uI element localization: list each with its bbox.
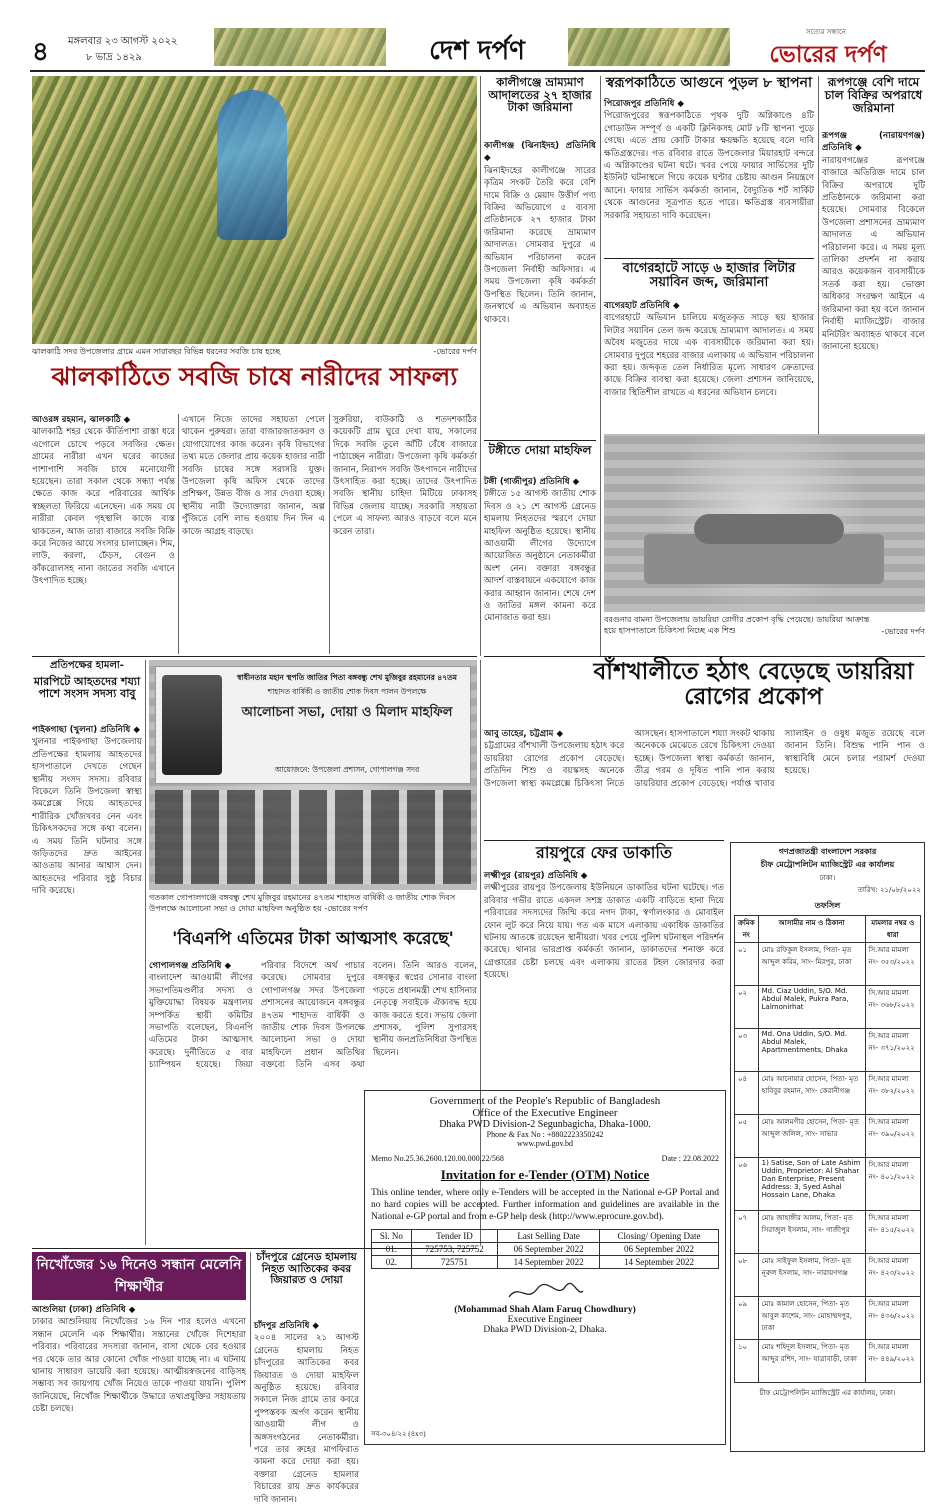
- tender-body: This online tender, where only e-Tenders will be accepted in the National e-GP Portal and no hard copies will be accepted. Further information and guidelines are available in the National e-GP portal and from e-GP help desk (http://www.eprocure.gov.bd).: [371, 1188, 719, 1222]
- lead-photo-credit: -ভোরের দর্পণ: [433, 347, 477, 356]
- tender-ref: সব-৩০৪/২২ (৪x৩): [371, 1430, 426, 1438]
- table-cell: ০১: [735, 943, 759, 986]
- tender-division-line: Dhaka PWD Division-2 Segunbagicha, Dhaka-1000.: [439, 1119, 651, 1130]
- table-cell: সি.আর মামলা নং- ৩৯০/২০২২: [865, 1115, 920, 1158]
- table-row: [735, 1115, 921, 1158]
- banner-mid-line: শাহাদত বার্ষিকী ও জাতীয় শোক দিবস পালন উপলক্ষে: [267, 687, 427, 696]
- paikgachha-headline: মারপিটে আহতদের শয্যা পাশে সংসদ সদস্য বাবু: [33, 675, 141, 701]
- raipur-story: [484, 870, 724, 1085]
- header-strip-right: [568, 28, 730, 66]
- swarupkathi-headline: স্বরূপকাঠিতে আগুনে পুড়ল ৮ স্থাপনা: [605, 75, 813, 91]
- chandpur-headline: চাঁদপুরে গ্রেনেড হামলায় নিহত আতিকের কবর জিয়ারত ও দোয়া: [256, 1251, 357, 1287]
- bagerhat-text: বাগেরহাটে অভিযান চালিয়ে মজুতকৃত সাড়ে ছয় হাজার লিটার সয়াবিন তেল জব্দ করেছে ভ্রাম্যমাণ আদালত। এ সময় অবৈধ মজুতের দায়ে এক ব্যবসায়ীকে জরিমানা করা হয়। সোমবার দুপুরে শহরের বাজার এলাকায় এ অভিযান পরিচালনা করা হয়। জব্দকৃত তেল নির্ধারিত মূল্যে সাধারণ ক্রেতাদের কাছে বিক্রির ব্যবস্থা করা হয়েছে। জেলা প্রশাসন জানিয়েছে, বাজার স্থিতিশীল রাখতে এ ধরনের অভিযান চলবে।: [604, 313, 814, 398]
- table-cell: মোঃ রফিকুল ইসলাম, পিতা- মৃত আব্দুল করিম, সাং- মিরপুর, ঢাকা: [758, 943, 865, 986]
- bagerhat-headline: বাগেরহাটে সাড়ে ৬ হাজার লিটার সয়াবিন জব্দ, জরিমানা: [622, 261, 796, 291]
- table-header: Sl. No: [372, 1230, 412, 1243]
- tender-web-line: www.pwd.gov.bd: [516, 1139, 574, 1148]
- table-cell: 01.: [372, 1243, 412, 1256]
- table-row: [735, 943, 921, 986]
- tender-table: [371, 1229, 719, 1269]
- table-row: [735, 1297, 921, 1340]
- divider: [178, 414, 179, 654]
- tongi-story: [484, 476, 596, 656]
- missing-headline-box: [32, 1252, 246, 1300]
- banshkhali-text: চট্টগ্রামের বাঁশখালী উপজেলায় হঠাৎ করে ডায়রিয়া রোগের প্রকোপ বেড়েছে। প্রতিদিন শিশু ও বয়স্কসহ অনেকে উপজেলা স্বাস্থ্য কমপ্লেক্সে চিকিৎসা নিতে আসছেন। হাসপাতালে শয্যা সংকট থাকায় অনেককে মেঝেতে রেখে চিকিৎসা দেওয়া হচ্ছে। উপজেলা স্বাস্থ্য কর্মকর্তা জানান, তীব্র গরম ও দূষিত পানি পান করায় ডায়রিয়ার প্রকোপ বেড়েছে। পর্যাপ্ত খাবার স্যালাইন ও ওষুধ মজুত রয়েছে বলে জানান তিনি। বিশুদ্ধ পানি পান ও স্বাস্থ্যবিধি মেনে চলার পরামর্শ দেওয়া হয়েছে।: [484, 729, 925, 789]
- date-line-2: ৮ ভাদ্র ১৪২৯: [86, 52, 142, 63]
- hospital-photo: [604, 434, 925, 612]
- missing-byline: আশুলিয়া (ঢাকা) প্রতিনিধি ◆: [32, 1305, 136, 1315]
- signature-mark: [505, 1279, 585, 1305]
- kaliganj-byline: কালীগঞ্জ (ঝিনাইদহ) প্রতিনিধি ◆: [484, 141, 596, 164]
- tender-phone-line: Phone & Fax No : +8802223350242: [486, 1130, 604, 1139]
- rule: [604, 258, 814, 259]
- divider: [250, 1252, 251, 1447]
- table-header: ক্রমিক নং: [735, 916, 759, 943]
- paikgachha-byline: পাইকগাছা (খুলনা) প্রতিনিধি ◆: [32, 725, 140, 735]
- bnp-headline: 'বিএনপি এতিমের টাকা আত্মসাৎ করেছে': [172, 929, 454, 949]
- divider: [600, 76, 601, 656]
- dais-people: [155, 790, 471, 884]
- table-cell: সি.আর মামলা নং- ৪৩৬/২০২২: [865, 1297, 920, 1340]
- header-strip-left: [214, 28, 386, 66]
- banner-main-line: আলোচনা সভা, দোয়া ও মিলাদ মাহফিল: [241, 705, 453, 720]
- banner-organizer: আয়োজনে: উপজেলা প্রশাসন, গোপালগঞ্জ সদর: [274, 765, 420, 774]
- swarupkathi-text: পিরোজপুরের স্বরূপকাঠিতে পৃথক দুটি অগ্নিকাণ্ডে ৪টি গোডাউন সম্পূর্ণ ও একটি ক্লিনিকসহ মোট ৮টি স্থাপনা পুড়ে গেছে। এতে প্রায় কোটি টাকার ক্ষয়ক্ষতি হয়েছে বলে দাবি ক্ষতিগ্রস্তদের। গত রবিবার রাতে উপজেলার মিয়ারহাট বন্দরে এ অগ্নিকাণ্ডের ঘটনা ঘটে। খবর পেয়ে ফায়ার সার্ভিসের দুটি ইউনিট ঘটনাস্থলে গিয়ে কয়েক ঘণ্টার চেষ্টায় আগুন নিয়ন্ত্রণে আনে। ফায়ার সার্ভিস কর্মকর্তা জানান, বৈদ্যুতিক শর্ট সার্কিট থেকে আগুনের সূত্রপাত হতে পারে। ক্ষতিগ্রস্ত ব্যবসায়ীরা সরকারি সহায়তা দাবি করেছেন।: [604, 111, 814, 221]
- raipur-text: লক্ষ্মীপুরের রায়পুর উপজেলায় ইউনিয়নে ডাকাতির ঘটনা ঘটেছে। গত রবিবার গভীর রাতে একদল সশস্ত্র ডাকাত একটি বাড়িতে হানা দিয়ে পরিবারের সদস্যদের জিম্মি করে নগদ টাকা, স্বর্ণালংকার ও মোবাইল ফোন লুট করে নিয়ে যায়। গত এক মাসে এলাকায় একাধিক ডাকাতির ঘটনায় আতঙ্কে রয়েছেন স্থানীয়রা। খবর পেয়ে পুলিশ ঘটনাস্থল পরিদর্শন করেছে। থানার ভারপ্রাপ্ত কর্মকর্তা জানান, ডাকাতদের শনাক্ত করে গ্রেপ্তারের চেষ্টা চলছে এবং এলাকায় রাতের টহল জোরদার করা হয়েছে।: [484, 883, 724, 981]
- tender-notice: [364, 1090, 726, 1445]
- table-header: Last Selling Date: [498, 1230, 600, 1243]
- table-cell: ০৮: [735, 1254, 759, 1297]
- tender-memo-row: [371, 1154, 719, 1163]
- raipur-byline: লক্ষ্মীপুর (রায়পুর) প্রতিনিধি ◆: [484, 871, 588, 881]
- farmer-figure: [217, 90, 287, 240]
- rule: [484, 840, 724, 841]
- table-row: [372, 1243, 719, 1256]
- paikgachha-text: খুলনার পাইকগাছা উপজেলায় প্রতিপক্ষের হামলায় আহতদের হাসপাতালে দেখতে গেছেন স্থানীয় সংসদ সদস্য। রবিবার বিকেলে তিনি উপজেলা স্বাস্থ্য কমপ্লেক্সে গিয়ে আহতদের শারীরিক খোঁজখবর নেন এবং চিকিৎসকদের সঙ্গে কথা বলেন। এ সময় তিনি ঘটনার সঙ্গে জড়িতদের দ্রুত আইনের আওতায় আনার আশ্বাস দেন। আহতদের পরিবার সুষ্ঠু বিচার দাবি করেছে।: [32, 737, 142, 897]
- banner-board: [155, 666, 471, 784]
- table-cell: ০৯: [735, 1297, 759, 1340]
- raipur-headline: রায়পুরে ফের ডাকাতি: [536, 843, 672, 862]
- event-caption-text: গতকাল গোপালগঞ্জে বঙ্গবন্ধু শেখ মুজিবুর রহমানের ৪৭তম শাহাদত বার্ষিকী ও জাতীয় শোক দিবস উপলক্ষে আলোচনা সভা ও দোয়া মাহফিল অনুষ্ঠিত হয়: [149, 893, 456, 913]
- table-cell: সি.আর মামলা নং- ৪০১/২০২২: [865, 1158, 920, 1211]
- table-cell: ১০: [735, 1340, 759, 1383]
- page-number: ৪: [32, 37, 49, 67]
- chandpur-story: [254, 1320, 359, 1505]
- table-header: মামলার নম্বর ও ধারা: [865, 916, 920, 943]
- banshkhali-headline: বাঁশখালীতে হঠাৎ বেড়েছে ডায়রিয়া রোগের প্রকোপ: [593, 659, 914, 711]
- table-cell: মোঃ কামাল হোসেন, পিতা- মৃত আবুল কাশেম, সাং- মোহাম্মদপুর, ঢাকা: [758, 1297, 865, 1340]
- lead-byline: আওরঙ্গ রহমান, ঝালকাঠি ◆: [32, 415, 131, 425]
- legal-notice-footer: চীফ মেট্রোপলিটন ম্যাজিস্ট্রেট এর কার্যালয়, ঢাকা।: [759, 1389, 896, 1397]
- table-header: আসামীর নাম ও ঠিকানা: [758, 916, 865, 943]
- table-cell: সি.আর মামলা নং- ৪১৫/২০২২: [865, 1211, 920, 1254]
- table-cell: সি.আর মামলা নং- ৩৮২/২০২২: [865, 1072, 920, 1115]
- tender-office-line: Office of the Executive Engineer: [472, 1107, 618, 1119]
- lead-column-3: সুরুরিয়া, বাউকাঠি ও শতদশকাঠির কয়েকটি গ্রাম ঘুরে দেখা যায়, সকালের দিকে সবজি তুলে আঁটি বেঁধে বাজারে পাঠাচ্ছেন নারীরা। উপজেলা কৃষি কর্মকর্তা জানান, নিরাপদ সবজি উৎপাদনে নারীদের উৎসাহিত করা হচ্ছে। তাদের উৎপাদিত সবজি স্থানীয় চাহিদা মিটিয়ে ঢাকাসহ বিভিন্ন জেলায় যাচ্ছে। সরকারি সহায়তা পেলে এ সাফল্য আরও বাড়বে বলে মনে করেন তারা।: [333, 415, 477, 537]
- event-photo: [149, 660, 477, 890]
- table-cell: সি.আর মামলা নং- ৪২৩/২০২২: [865, 1254, 920, 1297]
- rupganj-text: নারায়ণগঞ্জের রূপগঞ্জে বাজারে অতিরিক্ত দামে চাল বিক্রির অপরাধে দুটি প্রতিষ্ঠানকে জরিমানা করা হয়েছে। সোমবার বিকেলে উপজেলা প্রশাসনের ভ্রাম্যমাণ আদালত এ অভিযান পরিচালনা করে। এ সময় মূল্য তালিকা প্রদর্শন না করায় আরও কয়েকজন ব্যবসায়ীকে সতর্ক করা হয়। ভোক্তা অধিকার সংরক্ষণ আইনে এ জরিমানা করা হয় বলে জানান নির্বাহী ম্যাজিস্ট্রেট। বাজার মনিটরিং অব্যাহত থাকবে বলে জানানো হয়েছে।: [822, 155, 925, 352]
- divider: [480, 76, 481, 656]
- rupganj-headline: রূপগঞ্জে বেশি দামে চাল বিক্রির অপরাধে জরিমানা: [824, 75, 923, 116]
- table-header: Closing/ Opening Date: [600, 1230, 719, 1243]
- rupganj-story: [822, 130, 925, 430]
- event-caption-credit: -ভোরের দর্পণ: [324, 904, 368, 913]
- bangabandhu-portrait: [162, 675, 222, 775]
- tongi-text: টঙ্গীতে ১৫ আগস্ট জাতীয় শোক দিবস ও ২১ শে আগস্ট গ্রেনেড হামলায় নিহতদের স্মরণে দোয়া মাহফিল অনুষ্ঠিত হয়েছে। স্থানীয় আওয়ামী লীগের উদ্যোগে আয়োজিত অনুষ্ঠানে নেতাকর্মীরা অংশ নেন। বক্তারা বঙ্গবন্ধুর আদর্শ বাস্তবায়নে একযোগে কাজ করার আহ্বান জানান। শেষে দেশ ও জাতির মঙ্গল কামনা করে মোনাজাত করা হয়।: [484, 489, 596, 624]
- tender-signer: (Mohammad Shah Alam Faruq Chowdhury): [454, 1305, 636, 1315]
- brand-tagline: সত্যের সন্ধানে: [806, 28, 846, 36]
- hospital-credit: -ভোরের দর্পণ: [881, 627, 925, 636]
- legal-notice-date: তারিখ: ২১/০৮/২০২২: [857, 886, 921, 894]
- lead-photo-caption: ঝালকাঠি সদর উপজেলার গ্রামে এমন সারাবছর বিভিন্ন ধরনের সবজি চাষ হচ্ছে: [32, 347, 281, 356]
- legal-notice-table: [734, 915, 921, 1383]
- table-row: [735, 1072, 921, 1115]
- divider: [145, 660, 146, 1245]
- lead-col1-text: ঝালকাঠি শহর থেকে কীর্তিপাশা রাস্তা ধরে এগোলে চোখে পড়বে সবজির ক্ষেত। গ্রামের নারীরা এখন ঘরের কাজের পাশাপাশি সবজি চাষে মনোযোগী হয়েছেন। তারা সকাল থেকে সন্ধ্যা পর্যন্ত ক্ষেতে কাজ করে পরিবারের আর্থিক স্বচ্ছলতা ফিরিয়ে এনেছেন। এক সময় যে নারীরা কেবল গৃহস্থালি কাজে ব্যস্ত থাকতেন, আজ তারা বাজারে সবজি বিক্রি করে নিজের আয়ে সংসার চালাচ্ছেন। শিম, লাউ, করলা, ঢেঁড়স, বেগুন ও কাঁকরোলসহ নানা জাতের সবজি এখানে উৎপাদিত হচ্ছে।: [32, 427, 175, 587]
- table-cell: Md. Ona Uddin, S/O. Md. Abdul Malek, Apartmentments, Dhaka: [758, 1029, 865, 1072]
- brand-logo: ভোরের দর্পণ: [769, 42, 887, 68]
- table-cell: সি.আর মামলা নং- ৪৪৯/২০২২: [865, 1340, 920, 1383]
- chandpur-byline: চাঁদপুর প্রতিনিধি ◆: [254, 1321, 319, 1331]
- table-row: [735, 1211, 921, 1254]
- kaliganj-headline: কালীগঞ্জে ভ্রাম্যমাণ আদালতের ২৭ হাজার টাকা জরিমানা: [488, 75, 592, 115]
- bnp-text: বাংলাদেশ আওয়ামী লীগের সভাপতিমণ্ডলীর সদস্য ও মুক্তিযোদ্ধা বিষয়ক মন্ত্রণালয় সম্পর্কিত স্থায়ী কমিটির সভাপতি বলেছেন, বিএনপি এতিমের টাকা আত্মসাৎ করেছে। দুর্নীতিতে ৫ বার চ্যাম্পিয়ন হয়েছে। জিয়া পরিবার বিদেশে অর্থ পাচার করেছে। সোমবার দুপুরে গোপালগঞ্জ সদর উপজেলা প্রশাসনের আয়োজনে বঙ্গবন্ধুর ৪৭তম শাহাদত বার্ষিকী ও জাতীয় শোক দিবস উপলক্ষে আলোচনা সভা ও দোয়া মাহফিলে প্রধান অতিথির বক্তব্যে তিনি এসব কথা বলেন। তিনি আরও বলেন, বঙ্গবন্ধুর স্বপ্নের সোনার বাংলা গড়তে প্রধানমন্ত্রী শেখ হাসিনার নেতৃত্বে সবাইকে ঐক্যবদ্ধ হয়ে কাজ করতে হবে। সভায় জেলা প্রশাসক, পুলিশ সুপারসহ স্থানীয় জনপ্রতিনিধিরা উপস্থিত ছিলেন।: [149, 961, 477, 1071]
- missing-story: [32, 1304, 246, 1444]
- kaliganj-story: [484, 140, 596, 440]
- banner-top-line: স্বাধীনতার মহান স্থপতি জাতির পিতা বঙ্গবন্ধু শেখ মুজিবুর রহমানের ৪৭তম: [237, 673, 457, 682]
- table-row: [735, 1158, 921, 1211]
- tender-memo: Memo No.25.36.2600.120.00.000.22/568: [371, 1154, 504, 1163]
- legal-notice-subtitle: চীফ মেট্রোপলিটন ম্যাজিস্ট্রেট এর কার্যালয়: [760, 860, 895, 869]
- table-cell: মোঃ আনোয়ার হোসেন, পিতা- মৃত হাবিবুর রহমান, সাং- কেরানীগঞ্জ: [758, 1072, 865, 1115]
- section-title: দেশ দর্পণ: [429, 36, 525, 66]
- table-header-row: [372, 1230, 719, 1243]
- table-cell: Md. Ciaz Uddin, S/O. Md. Abdul Malek, Pukra Para, Lalmonirhat: [758, 986, 865, 1029]
- missing-headline: নিখোঁজের ১৬ দিনেও সন্ধান মেলেনি শিক্ষার্থীর: [36, 1257, 242, 1295]
- table-cell: মোঃ সাইফুল ইসলাম, পিতা- মৃত নূরুল ইসলাম, সাং- নারায়ণগঞ্জ: [758, 1254, 865, 1297]
- date-line-1: মঙ্গলবার ২৩ আগস্ট ২০২২: [68, 36, 178, 47]
- table-cell: ০৫: [735, 1115, 759, 1158]
- bagerhat-byline: বাগেরহাট প্রতিনিধি ◆: [604, 301, 680, 311]
- table-cell: 725753, 725752: [411, 1243, 498, 1256]
- event-caption: [149, 892, 477, 926]
- table-cell: সি.আর মামলা নং- ৩৫৩/২০২২: [865, 943, 920, 986]
- table-cell: 06 September 2022: [600, 1243, 719, 1256]
- divider: [818, 76, 819, 436]
- table-cell: 02.: [372, 1256, 412, 1269]
- rupganj-byline: রূপগঞ্জ (নারায়ণগঞ্জ) প্রতিনিধি ◆: [822, 131, 925, 154]
- rule: [484, 440, 596, 441]
- hospital-caption: বরগুনার বামনা উপজেলায় ডায়রিয়া রোগীর প্রকোপ বৃদ্ধি পেয়েছে। ডায়রিয়া আক্রান্ত হয়ে হাসপাতালে চিকিৎসা নিচ্ছে এক শিশু: [604, 615, 870, 635]
- lead-column-2: এখানে নিজে তাদের সহায়তা পেলে থাকেন পুরুষরা। তারা বাজারজাতকরণ ও যোগাযোগের কাজ করেন। কৃষি বিভাগের তথ্য মতে জেলার প্রায় কয়েক হাজার নারী সবজি চাষের সঙ্গে সরাসরি যুক্ত। উপজেলা কৃষি অফিস থেকে তাদের প্রশিক্ষণ, উন্নত বীজ ও সার দেওয়া হচ্ছে। স্থানীয় নারী উদ্যোক্তারা জানান, অল্প পুঁজিতে বেশি লাভ হওয়ায় দিন দিন এ কাজে আগ্রহ বাড়ছে।: [182, 415, 325, 537]
- tender-title: Invitation for e-Tender (OTM) Notice: [440, 1167, 650, 1182]
- tongi-headline: টঙ্গীতে দোয়া মাহফিল: [488, 443, 592, 457]
- table-cell: মোঃ শহিদুল ইসলাম, পিতা- মৃত আব্দুর রশিদ, সাং- যাত্রাবাড়ী, ঢাকা: [758, 1340, 865, 1383]
- table-cell: মোঃ জাহাঙ্গীর আলম, পিতা- মৃত সিরাজুল ইসলাম, সাং- গাজীপুর: [758, 1211, 865, 1254]
- table-cell: সি.আর মামলা নং- ৩৭১/২০২২: [865, 1029, 920, 1072]
- divider: [329, 414, 330, 654]
- table-cell: 1) Satise, Son of Late Ashim Uddin, Proprietor: Al Shahar Dan Enterprise, Present Address: 3, Syed Ashal Hossain Lane, Dhaka: [758, 1158, 865, 1211]
- table-cell: 725751: [411, 1256, 498, 1269]
- swarupkathi-byline: পিরোজপুর প্রতিনিধি ◆: [604, 99, 684, 109]
- table-cell: ০৭: [735, 1211, 759, 1254]
- patient-shape: [694, 514, 844, 544]
- legal-notice-title: গণপ্রজাতন্ত্রী বাংলাদেশ সরকার: [778, 847, 877, 856]
- paikgachha-story: [32, 724, 142, 1244]
- rule: [484, 656, 925, 657]
- table-row: [735, 1254, 921, 1297]
- lead-column-1: [32, 414, 175, 654]
- table-cell: ০৪: [735, 1072, 759, 1115]
- lead-headline: ঝালকাঠিতে সবজি চাষে নারীদের সাফল্য: [51, 362, 458, 391]
- missing-text: ঢাকার আশুলিয়ায় নিখোঁজের ১৬ দিন পার হলেও এখনো সন্ধান মেলেনি এক শিক্ষার্থীর। সন্তানের খোঁজে দিশেহারা পরিবার। পরিবারের সদস্যরা জানান, বাসা থেকে বের হওয়ার পর থেকে তার আর কোনো খোঁজ পাওয়া যাচ্ছে না। এ ঘটনায় থানায় সাধারণ ডায়েরি করা হয়েছে। আত্মীয়স্বজনের বাড়িসহ সম্ভাব্য সব জায়গায় খোঁজ নিয়েও তাকে পাওয়া যায়নি। পুলিশ জানিয়েছে, নিখোঁজ শিক্ষার্থীকে উদ্ধারে তথ্যপ্রযুক্তির সহায়তায় চেষ্টা চলছে।: [32, 1317, 246, 1415]
- lead-photo: [32, 76, 477, 344]
- bagerhat-story: [604, 300, 814, 430]
- tender-date: Date : 22.08.2022: [661, 1154, 719, 1163]
- table-cell: ০৬: [735, 1158, 759, 1211]
- legal-notice-section: তফসিল: [814, 901, 841, 910]
- tender-gov-line: Government of the People's Republic of Bangladesh: [429, 1095, 661, 1107]
- masthead: [0, 0, 945, 74]
- table-cell: ০২: [735, 986, 759, 1029]
- table-row: [735, 1029, 921, 1072]
- table-header-row: [735, 916, 921, 943]
- rule: [32, 656, 477, 657]
- masthead-rule: [30, 70, 925, 72]
- paikgachha-kicker: প্রতিপক্ষের হামলা-: [50, 660, 124, 671]
- swarupkathi-story: [604, 98, 814, 254]
- chandpur-text: ২০০৪ সালের ২১ আগস্ট গ্রেনেড হামলায় নিহত চাঁদপুরের আতিকের কবর জিয়ারত ও দোয়া মাহফিল অনুষ্ঠিত হয়েছে। রবিবার সকালে নিজ গ্রামে তার কবরে পুষ্পস্তবক অর্পণ করেন স্থানীয় আওয়ামী লীগ ও অঙ্গসংগঠনের নেতাকর্মীরা। পরে তার রুহের মাগফিরাত কামনা করে দোয়া করা হয়। বক্তারা গ্রেনেড হামলার বিচারের রায় দ্রুত কার্যকরের দাবি জানান।: [254, 1333, 359, 1505]
- tender-signer-division: Dhaka PWD Division-2, Dhaka.: [483, 1325, 607, 1335]
- table-cell: সি.আর মামলা নং- ৩৬৮/২০২২: [865, 986, 920, 1029]
- tongi-byline: টঙ্গী (গাজীপুর) প্রতিনিধি ◆: [484, 477, 580, 487]
- bnp-byline: গোপালগঞ্জ প্রতিনিধি ◆: [149, 961, 232, 971]
- legal-notice-place: ঢাকা।: [819, 874, 836, 882]
- kaliganj-text: ঝিনাইদহের কালীগঞ্জে সারের কৃত্রিম সংকট তৈরি করে বেশি দামে বিক্রি ও মেয়াদ উত্তীর্ণ পণ্য বিক্রির অভিযোগে ৫ ব্যবসা প্রতিষ্ঠানকে ২৭ হাজার টাকা জরিমানা করেছে ভ্রাম্যমাণ আদালত। সোমবার দুপুরে এ অভিযান পরিচালনা করেন উপজেলা নির্বাহী অফিসার। এ সময় উপজেলা কৃষি কর্মকর্তা উপস্থিত ছিলেন। তিনি জানান, জনস্বার্থে এ অভিযান অব্যাহত থাকবে।: [484, 165, 596, 325]
- table-header: Tender ID: [411, 1230, 498, 1243]
- banshkhali-story: [484, 728, 925, 836]
- banshkhali-byline: আবু তাহের, চট্টগ্রাম ◆: [484, 729, 564, 739]
- table-cell: 06 September 2022: [498, 1243, 600, 1256]
- table-row: [735, 986, 921, 1029]
- table-row: [735, 1340, 921, 1383]
- table-cell: ০৩: [735, 1029, 759, 1072]
- legal-notice: [730, 842, 925, 1452]
- table-cell: মোঃ আলমগীর হোসেন, পিতা- মৃত আব্দুল জলিল, সাং- সাভার: [758, 1115, 865, 1158]
- tender-signer-title: Executive Engineer: [507, 1315, 583, 1325]
- table-row: [372, 1256, 719, 1269]
- table-cell: 14 September 2022: [498, 1256, 600, 1269]
- table-cell: 14 September 2022: [600, 1256, 719, 1269]
